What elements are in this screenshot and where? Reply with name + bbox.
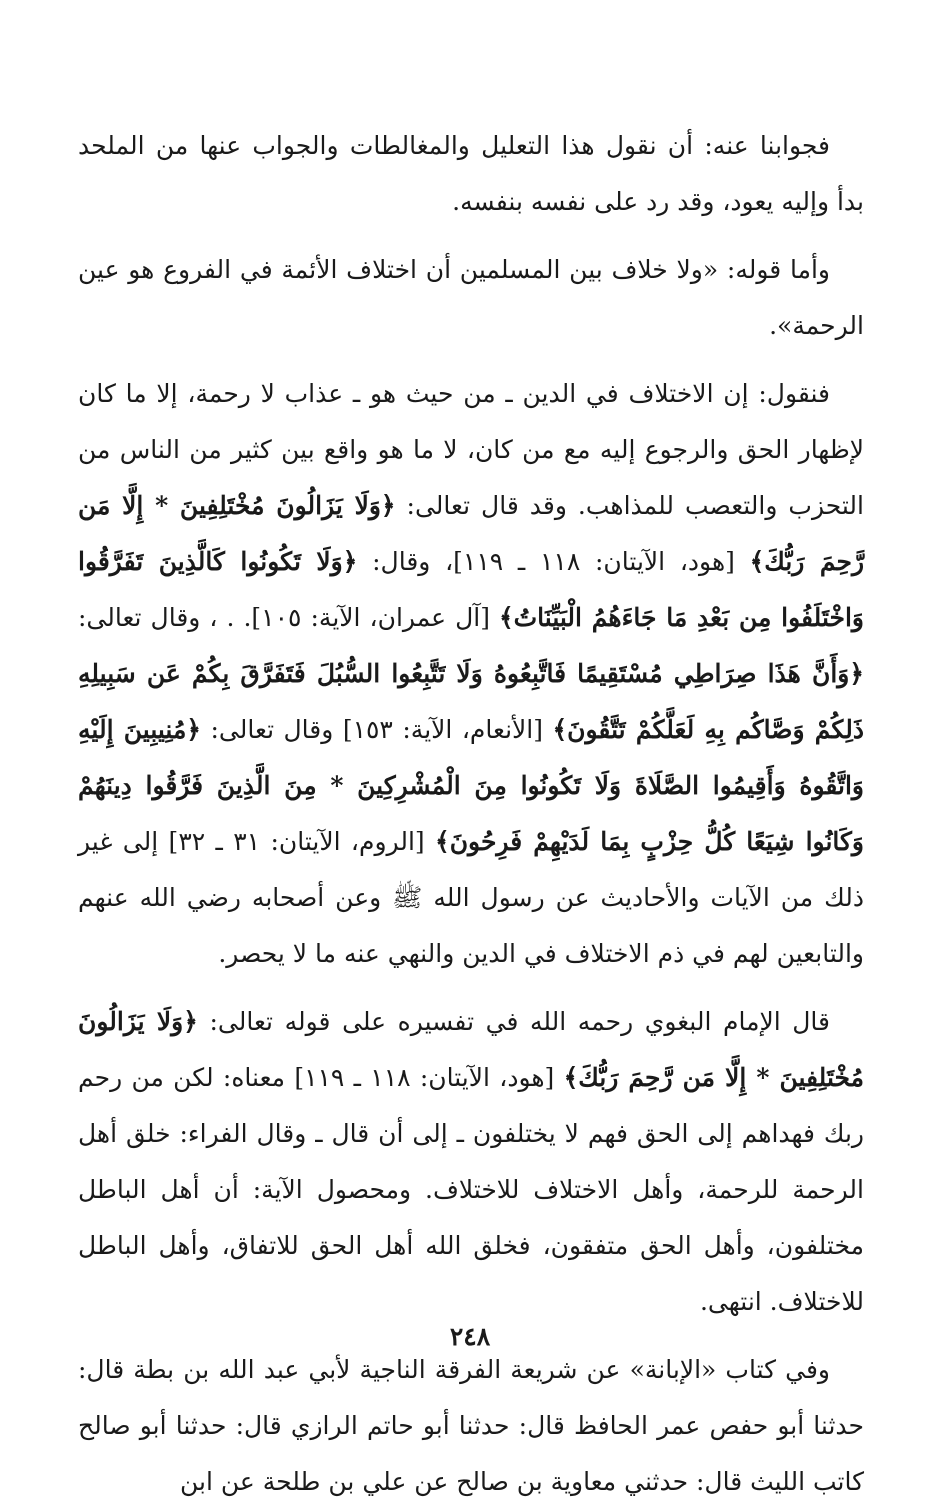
paragraph-baghawi [78,994,864,1330]
paragraph-text: [الروم، الآيتان: ٣١ ـ ٣٢] إلى غير ذلك من الآيات والأحاديث عن رسول الله ﷺ وعن أصحابه رضي الله عنهم والتابعين لهم في ذم الاختلاف في الدين والنهي عنه ما لا يحصر. [78,827,864,968]
quran-verse: ﴿مُنِيبِينَ إِلَيْهِ وَاتَّقُوهُ وَأَقِيمُوا الصَّلَاةَ وَلَا تَكُونُوا مِنَ الْمُشْرِكِينَ * مِنَ الَّذِينَ فَرَّقُوا دِينَهُمْ وَكَانُوا شِيَعًا كُلُّ حِزْبٍ بِمَا لَدَيْهِمْ فَرِحُونَ﴾ [78,715,864,856]
verse-citation: [هود، الآيتان: ١١٨ ـ ١١٩]، وقال: [357,547,750,576]
verse-citation: [الأنعام، الآية: ١٥٣] وقال تعالى: [201,715,553,744]
page-number: ٢٤٨ [449,1322,491,1351]
paragraph-argument [78,366,864,982]
paragraph-text: [هود، الآيتان: ١١٨ ـ ١١٩] معناه: لكن من رحم ربك فهداهم إلى الحق فهم لا يختلفون ـ إلى أن قال ـ وقال الفراء: خلق أهل الرحمة للرحمة، وأهل الاختلاف للاختلاف. ومحصول الآية: أن أهل الباطل مختلفون، وأهل الحق متفقون، فخلق الله أهل الحق للاتفاق، وأهل الباطل للاختلاف. انتهى. [78,1063,865,1316]
page-body [78,118,864,1510]
verse-citation: [آل عمران، الآية: ١٠٥]. . ، وقال تعالى: [78,603,499,632]
quran-verse: ﴿وَلَا يَزَالُونَ مُخْتَلِفِينَ * إِلَّا مَن رَّحِمَ رَبُّكَ﴾ [78,1007,865,1092]
paragraph-text: قال الإمام البغوي رحمه الله في تفسيره على قوله تعالى: [197,1007,830,1036]
paragraph-ibana [78,1342,864,1510]
paragraph-text: فجوابنا عنه: أن نقول هذا التعليل والمغالطات والجواب عنها من الملحد بدأ وإليه يعود، وقد رد على نفسه بنفسه. [78,131,864,216]
paragraph-text: وفي كتاب «الإبانة» عن شريعة الفرقة الناجية لأبي عبد الله بن بطة قال: حدثنا أبو حفص عمر الحافظ قال: حدثنا أبو حاتم الرازي قال: حدثنا أبو صالح كاتب الليث قال: حدثني معاوية بن صالح عن علي بن طلحة عن ابن [78,1355,864,1496]
quran-verse: ﴿وَأَنَّ هَذَا صِرَاطِي مُسْتَقِيمًا فَاتَّبِعُوهُ وَلَا تَتَّبِعُوا السُّبُلَ فَتَفَرَّقَ بِكُمْ عَن سَبِيلِهِ ذَلِكُمْ وَصَّاكُم بِهِ لَعَلَّكُمْ تَتَّقُونَ﴾ [78,659,864,744]
paragraph-text: وأما قوله: «ولا خلاف بين المسلمين أن اختلاف الأئمة في الفروع هو عين الرحمة». [78,255,864,340]
paragraph-quote [78,242,864,354]
quran-verse: ﴿وَلَا يَزَالُونَ مُخْتَلِفِينَ * إِلَّا مَن رَّحِمَ رَبُّكَ﴾ [78,491,865,576]
paragraph-text: فنقول: إن الاختلاف في الدين ـ من حيث هو ـ عذاب لا رحمة، إلا ما كان لإظهار الحق والرجوع إليه مع من كان، لا ما هو واقع بين كثير من الناس من التحزب والتعصب للمذاهب. وقد قال تعالى: [78,379,865,520]
quran-verse: ﴿وَلَا تَكُونُوا كَالَّذِينَ تَفَرَّقُوا وَاخْتَلَفُوا مِن بَعْدِ مَا جَاءَهُمُ الْبَيِّنَاتُ﴾ [78,547,864,632]
paragraph-reply [78,118,864,230]
